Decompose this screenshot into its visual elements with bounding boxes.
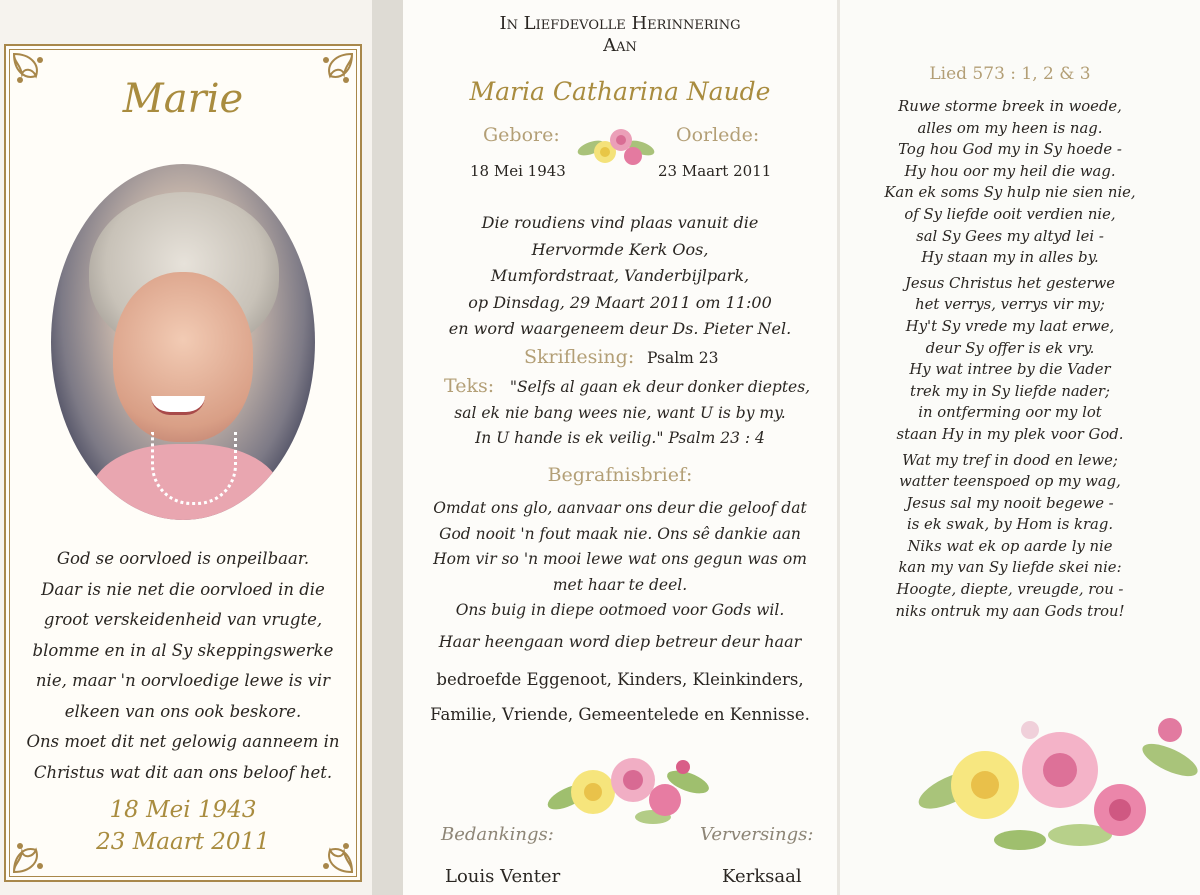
letter-line: Omdat ons glo, aanvaar ons deur die geloof dat	[433, 499, 807, 517]
hymn-stanza	[840, 96, 1180, 269]
full-name: Maria Catharina Naude	[469, 77, 771, 106]
verse-line: Christus wat dit aan ons beloof het.	[33, 762, 333, 782]
life-dates	[4, 794, 362, 858]
verse-line: God se oorvloed is onpeilbaar.	[56, 549, 310, 568]
thanks-name: Louis Venter	[445, 866, 561, 887]
hymn-line: staan Hy in my plek voor God.	[896, 425, 1124, 443]
verse-line: Daar is nie net die oorvloed in die	[41, 579, 325, 599]
heading-line: In Liefdevolle Herinnering	[499, 13, 741, 34]
text-line: sal ek nie bang wees nie, want U is by my.	[454, 403, 786, 422]
verse-line: Ons moet dit net gelowig aanneem in	[26, 732, 340, 751]
hymn-line: Hy't Sy vrede my laat erwe,	[905, 317, 1115, 335]
hymn-line: kan my van Sy liefde skei nie:	[898, 559, 1122, 577]
died-date: 23 Maart 2011	[658, 162, 772, 180]
mourners-line: bedroefde Eggenoot, Kinders, Kleinkinders,	[436, 670, 804, 689]
hymn-line: of Sy liefde ooit verdien nie,	[904, 205, 1116, 223]
hymn-line: trek my in Sy liefde nader;	[910, 382, 1110, 400]
hymn-line: het verrys, verrys vir my;	[915, 296, 1105, 314]
text-line: "Selfs al gaan ek deur donker dieptes,	[509, 378, 811, 396]
service-line: Hervormde Kerk Oos,	[531, 239, 709, 259]
heading-line: Aan	[603, 35, 637, 56]
letter-line: Ons buig in diepe ootmoed voor Gods wil.	[455, 601, 785, 619]
reading-value: Psalm 23	[647, 349, 719, 367]
died-label: Oorlede:	[676, 124, 760, 146]
hymn-line: Hy wat intree by die Vader	[909, 361, 1111, 379]
letter-label: Begrafnisbrief:	[547, 464, 693, 486]
service-details	[403, 210, 837, 343]
gold-frame	[4, 44, 362, 882]
text-verse	[403, 375, 837, 452]
service-line: Die roudiens vind plaas vanuit die	[481, 213, 759, 232]
hymn-line: watter teenspoed op my wag,	[899, 473, 1121, 491]
hymn-line: Hy hou oor my heil die wag.	[904, 162, 1116, 180]
right-card-panel	[840, 0, 1200, 895]
refreshments-label: Verversings:	[700, 824, 814, 845]
hymn-text	[840, 96, 1180, 626]
hymn-line: Ruwe storme breek in woede,	[898, 98, 1122, 115]
death-date: 23 Maart 2011	[96, 829, 270, 855]
funeral-letter	[403, 496, 837, 624]
born-date: 18 Mei 1943	[470, 162, 566, 180]
reading-label: Skriflesing:	[524, 346, 635, 368]
card-name: Marie	[122, 76, 244, 122]
hymn-line: Tog hou God my in Sy hoede -	[898, 141, 1122, 159]
fold-gap	[372, 0, 403, 895]
service-line: op Dinsdag, 29 Maart 2011 om 11:00	[468, 292, 772, 312]
verse-line: nie, maar 'n oorvloedige lewe is vir	[35, 671, 331, 690]
hymn-stanza	[840, 450, 1180, 623]
letter-line: God nooit 'n fout maak nie. Ons sê dankie aan	[439, 524, 801, 543]
hymn-line: alles om my heen is nag.	[917, 119, 1103, 137]
hymn-line: Jesus Christus het gesterwe	[904, 274, 1116, 292]
memorial-heading	[403, 13, 837, 57]
letter-line: met haar te deel.	[552, 575, 688, 594]
thanks-label: Bedankings:	[441, 824, 554, 845]
flower-spray-icon	[571, 120, 661, 170]
verse-line: elkeen van ons ook beskore.	[64, 701, 302, 721]
service-line: en word waargeneem deur Ds. Pieter Nel.	[448, 319, 792, 338]
born-label: Gebore:	[483, 124, 560, 146]
hymn-line: niks ontruk my aan Gods trou!	[895, 602, 1125, 620]
hymn-line: sal Sy Gees my altyd lei -	[916, 227, 1104, 245]
hymn-title: Lied 573 : 1, 2 & 3	[929, 64, 1091, 84]
birth-date: 18 Mei 1943	[109, 797, 257, 823]
verse-line: blomme en in al Sy skeppingswerke	[32, 640, 334, 660]
hymn-stanza	[840, 273, 1180, 446]
mourning-intro: Haar heengaan word diep betreur deur haar	[438, 632, 802, 651]
text-line: In U hande is ek veilig." Psalm 23 : 4	[475, 429, 765, 447]
scripture-verse	[20, 544, 346, 788]
hymn-line: Wat my tref in dood en lewe;	[902, 451, 1118, 469]
middle-card-panel	[403, 0, 837, 895]
mourners-line: Familie, Vriende, Gemeentelede en Kennisse.	[430, 705, 810, 724]
letter-line: Hom vir so 'n mooi lewe wat ons gegun was om	[433, 550, 807, 568]
hymn-line: deur Sy offer is ek vry.	[925, 339, 1095, 357]
rose-bouquet-icon	[910, 700, 1200, 860]
verse-line: groot verskeidenheid van vrugte,	[43, 610, 323, 629]
text-label: Teks:	[444, 375, 495, 397]
hymn-line: Hy staan my in alles by.	[921, 249, 1099, 267]
hymn-line: Hoogte, diepte, vreugde, rou -	[896, 581, 1124, 599]
refreshments-venue: Kerksaal	[722, 866, 802, 887]
hymn-line: Kan ek soms Sy hulp nie sien nie,	[884, 184, 1136, 202]
portrait-photo	[51, 164, 315, 520]
hymn-line: Jesus sal my nooit begewe -	[906, 494, 1114, 512]
hymn-line: in ontferming oor my lot	[918, 404, 1102, 422]
service-line: Mumfordstraat, Vanderbijlpark,	[490, 266, 750, 285]
left-card-panel	[0, 0, 372, 895]
hymn-line: Niks wat ek op aarde ly nie	[907, 537, 1113, 555]
flower-bouquet-icon	[543, 742, 713, 832]
hymn-line: is ek swak, by Hom is krag.	[906, 516, 1114, 534]
